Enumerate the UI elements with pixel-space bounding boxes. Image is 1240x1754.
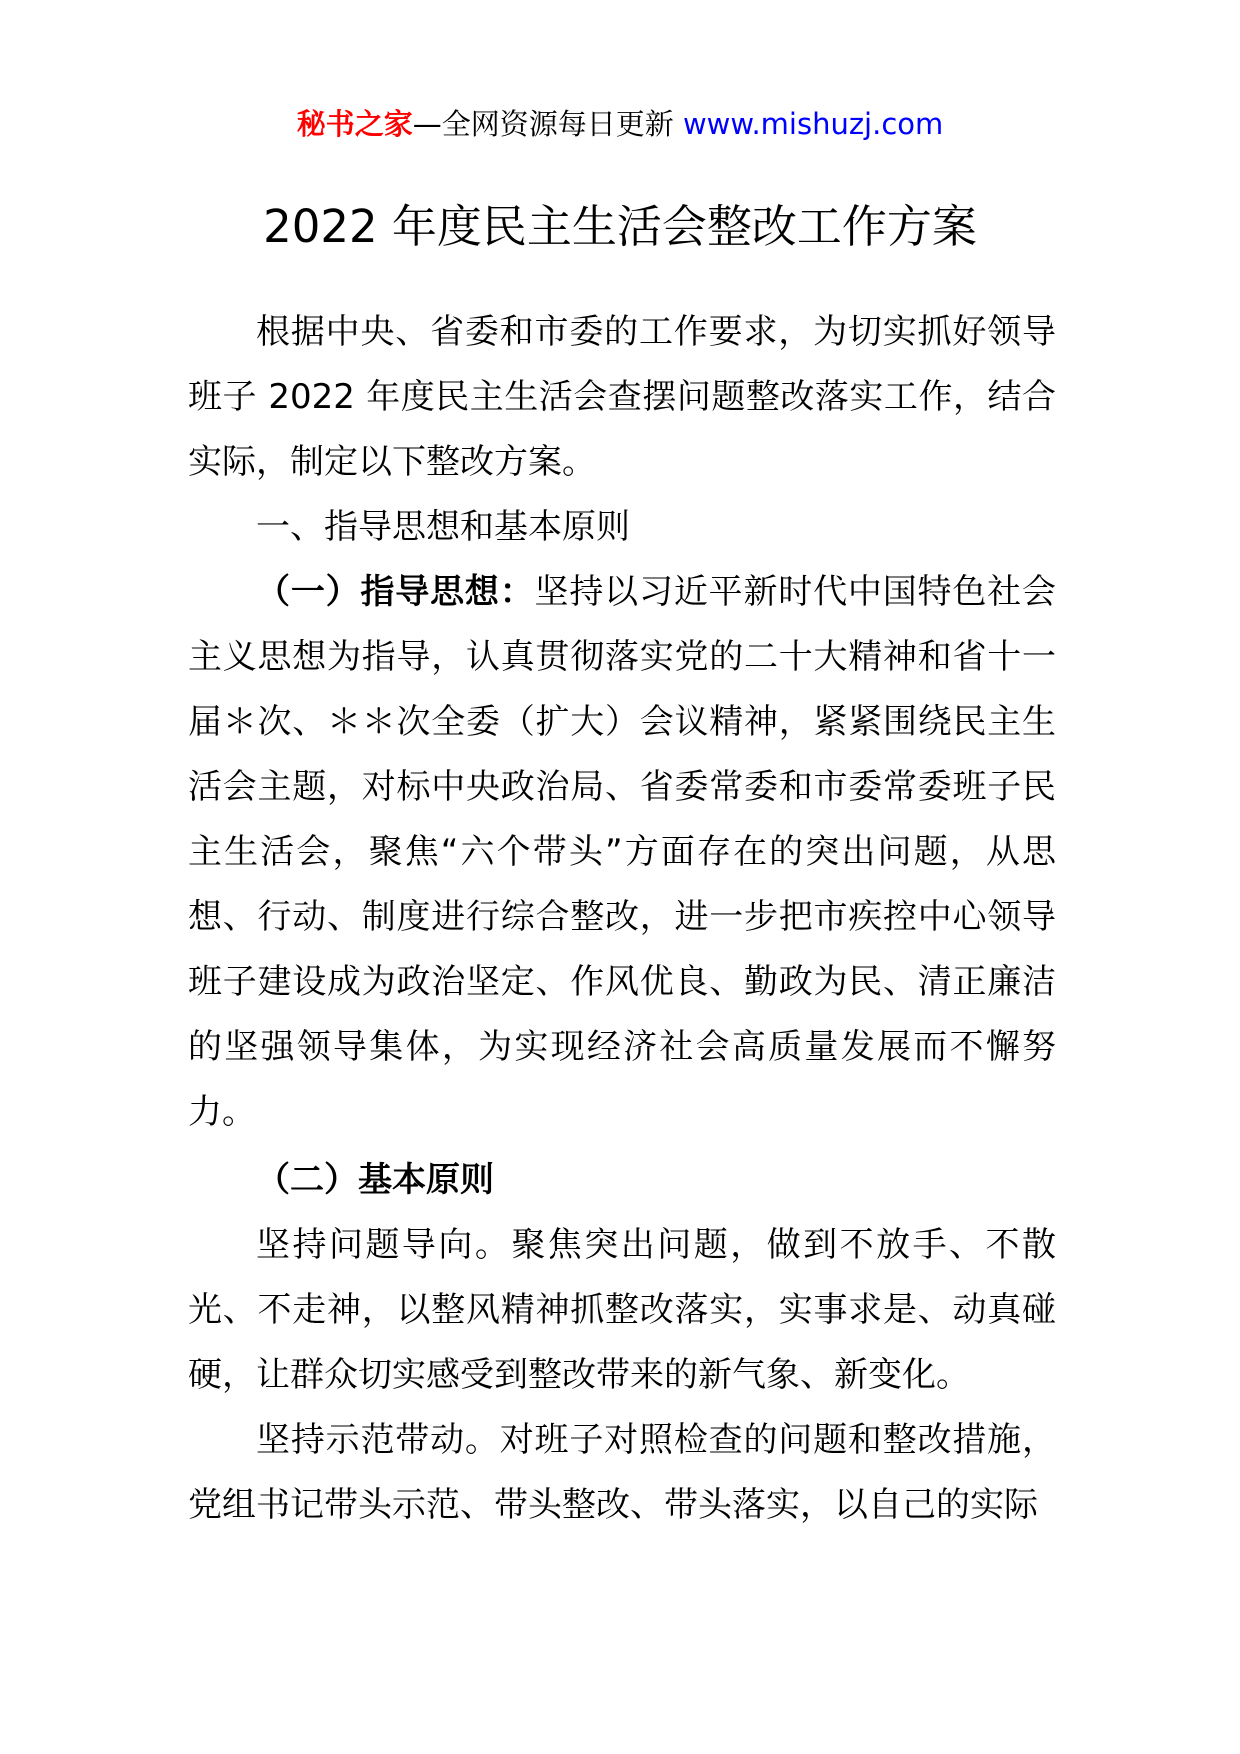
guiding-paragraph bbox=[188, 560, 1056, 1145]
section-heading: 一、指导思想和基本原则 bbox=[256, 507, 630, 547]
header-slogan: —全网资源每日更新 bbox=[412, 107, 683, 141]
document-title: 2022 年度民主生活会整改工作方案 bbox=[263, 200, 977, 253]
principles-heading: （二）基本原则 bbox=[256, 1160, 494, 1200]
principle-paragraph: 坚持示范带动。对班子对照检查的问题和整改措施，党组书记带头示范、带头整改、带头落实，以自己的实际 bbox=[188, 1420, 1056, 1525]
brand-name: 秘书之家 bbox=[296, 107, 413, 141]
site-url: www.mishuzj.com bbox=[682, 107, 944, 141]
guiding-text: 坚持以习近平新时代中国特色社会主义思想为指导，认真贯彻落实党的二十大精神和省十一届＊次、＊＊次全委（扩大）会议精神，紧紧围绕民主生活会主题，对标中央政治局、省委常委和市委常委班子民主生活会，聚焦“六个带头”方面存在的突出问题，从思想、行动、制度进行综合整改，进一步把市疾控中心领导班子建设成为政治坚定、作风优良、勤政为民、清正廉洁的坚强领导集体，为实现经济社会高质量发展而不懈努力。 bbox=[188, 572, 1057, 1132]
guiding-label: （一）指导思想： bbox=[256, 572, 535, 612]
principle-paragraph: 坚持问题导向。聚焦突出问题，做到不放手、不散光、不走神，以整风精神抓整改落实，实事求是、动真碰硬，让群众切实感受到整改带来的新气象、新变化。 bbox=[188, 1225, 1056, 1395]
site-header bbox=[0, 104, 1240, 144]
document-body bbox=[188, 300, 1056, 1538]
intro-paragraph: 根据中央、省委和市委的工作要求，为切实抓好领导班子 2022 年度民主生活会查摆问题整改落实工作，结合实际，制定以下整改方案。 bbox=[188, 312, 1056, 482]
